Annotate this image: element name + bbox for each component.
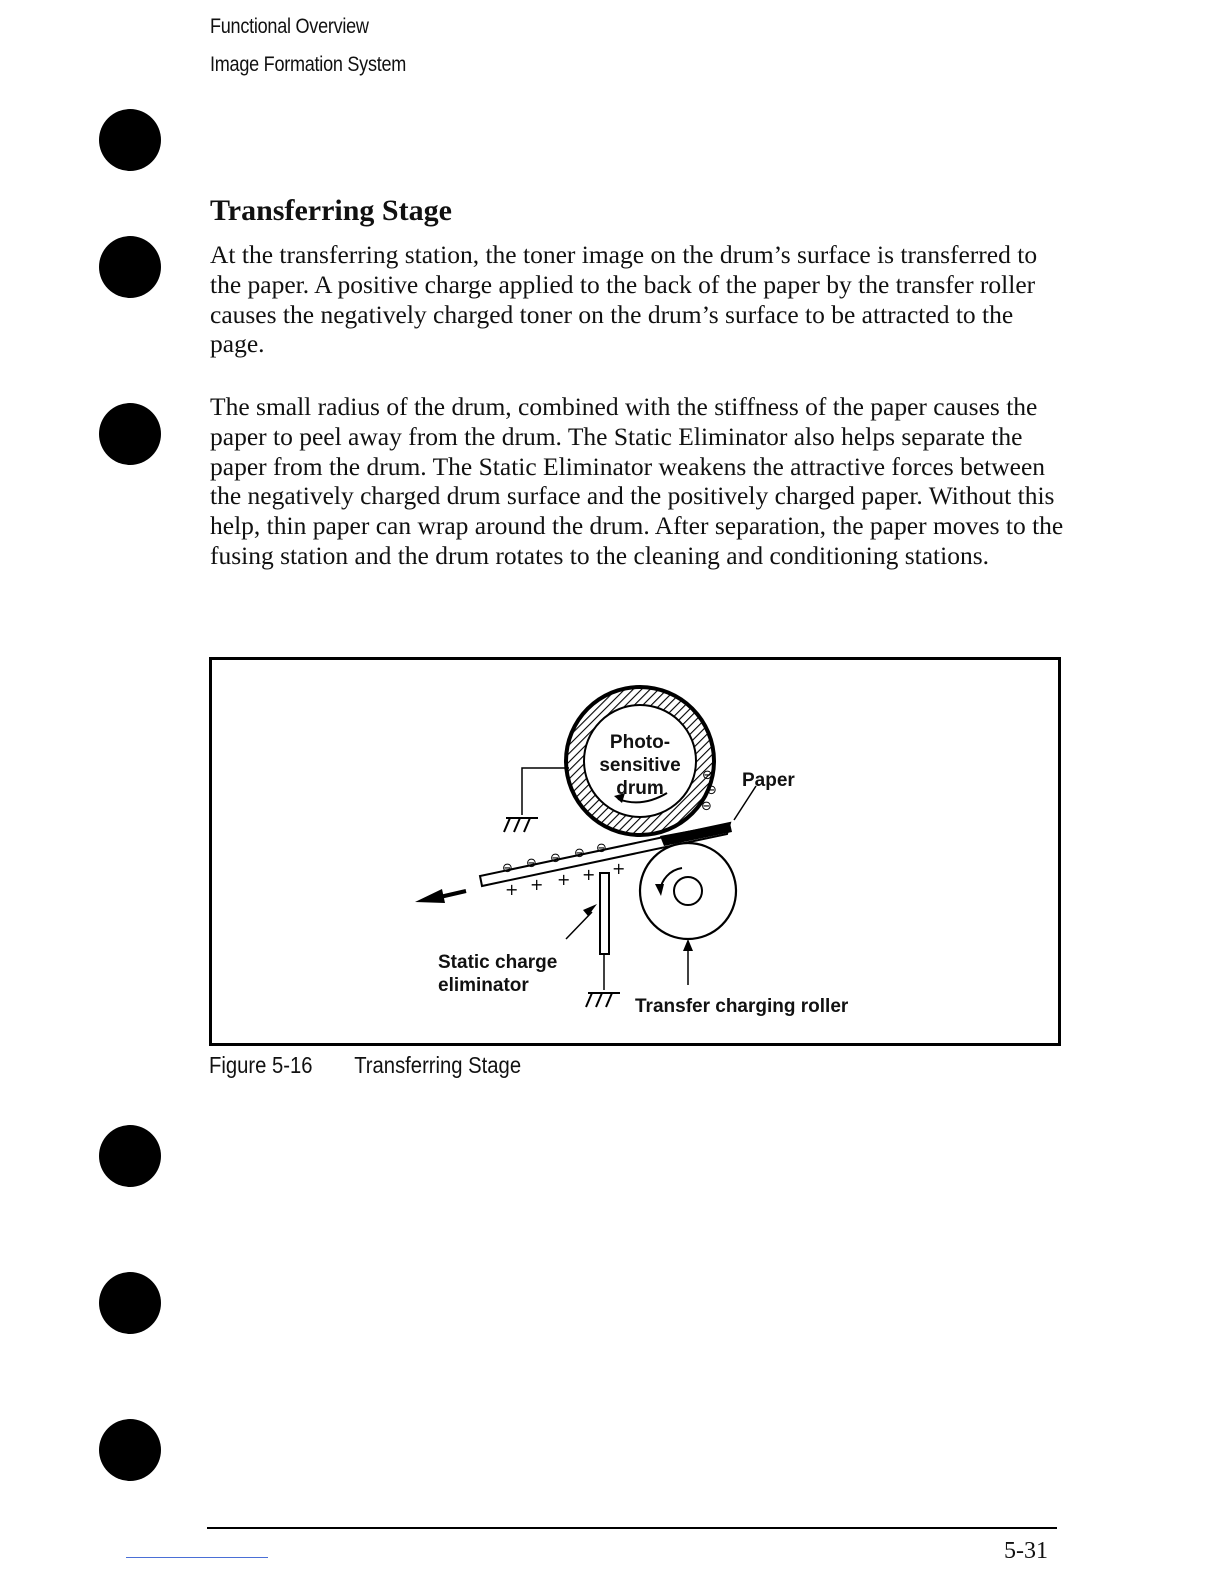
svg-text:⊖: ⊖ — [574, 846, 585, 861]
body-paragraph: At the transferring station, the toner image on the drum’s surface is transferred to the paper. A positive charge applied to the back of the paper by the transfer roller causes the negatively charged toner on the drum’s surface to be attracted to the page. — [210, 240, 1038, 359]
svg-text:⊖: ⊖ — [702, 768, 713, 783]
drum-ground-wire — [522, 768, 569, 815]
transfer-charging-roller — [640, 843, 736, 939]
paper-label: Paper — [742, 770, 795, 791]
svg-text:⊖: ⊖ — [706, 783, 717, 798]
drum-label-line3: drum — [616, 778, 664, 799]
eliminator-leader-line — [566, 912, 592, 939]
drum-label-line2: sensitive — [599, 755, 681, 776]
svg-text:⊖: ⊖ — [502, 861, 513, 876]
svg-text:+: + — [505, 880, 519, 899]
transfer-diagram — [212, 660, 1058, 1043]
ground-icon — [504, 818, 538, 832]
eliminator-label-line1: Static charge — [438, 952, 558, 973]
binder-hole — [99, 1419, 161, 1481]
ground-icon — [586, 993, 620, 1007]
svg-text:⊖: ⊖ — [526, 856, 537, 871]
page-number: 5-31 — [1004, 1538, 1048, 1564]
arrowhead-icon — [683, 939, 693, 951]
binder-hole — [99, 109, 161, 171]
binder-hole — [99, 403, 161, 465]
binder-hole — [99, 1125, 161, 1187]
svg-text:+: + — [530, 875, 544, 894]
svg-text:+: + — [582, 865, 596, 884]
section-heading: Transferring Stage — [210, 194, 452, 227]
figure-number: Figure 5-16 — [209, 1052, 313, 1078]
binder-hole — [99, 1272, 161, 1334]
figure-diagram — [209, 657, 1061, 1046]
svg-text:⊖: ⊖ — [701, 799, 712, 814]
svg-text:⊖: ⊖ — [596, 841, 607, 856]
running-header-subsection: Image Formation System — [210, 53, 407, 76]
static-charge-eliminator — [600, 873, 609, 990]
paper-leader-line — [734, 786, 756, 820]
svg-text:⊖: ⊖ — [550, 851, 561, 866]
body-paragraph: The small radius of the drum, combined with the stiffness of the paper causes the paper to peel away from the drum. The Static Eliminator also helps separate the paper from the drum. The Static Eliminator weakens the attractive forces between the negatively charged drum surface and the positively charged paper. Without this help, thin paper can wrap around the drum. After separation, the paper moves to the fusing station and the drum rotates to the cleaning and conditioning stations. — [210, 392, 1064, 570]
binder-hole — [99, 236, 161, 298]
roller-label: Transfer charging roller — [635, 996, 849, 1017]
figure-caption — [209, 1052, 521, 1079]
eliminator-label-line2: eliminator — [438, 975, 529, 996]
footer-link-underline — [126, 1557, 268, 1558]
running-header-section: Functional Overview — [210, 15, 369, 38]
drum-label-line1: Photo- — [609, 732, 671, 753]
paper-direction-arrow-icon — [415, 889, 466, 903]
footer-rule — [207, 1527, 1057, 1529]
figure-title: Transferring Stage — [354, 1052, 522, 1078]
svg-text:+: + — [557, 870, 571, 889]
svg-text:+: + — [612, 859, 626, 878]
